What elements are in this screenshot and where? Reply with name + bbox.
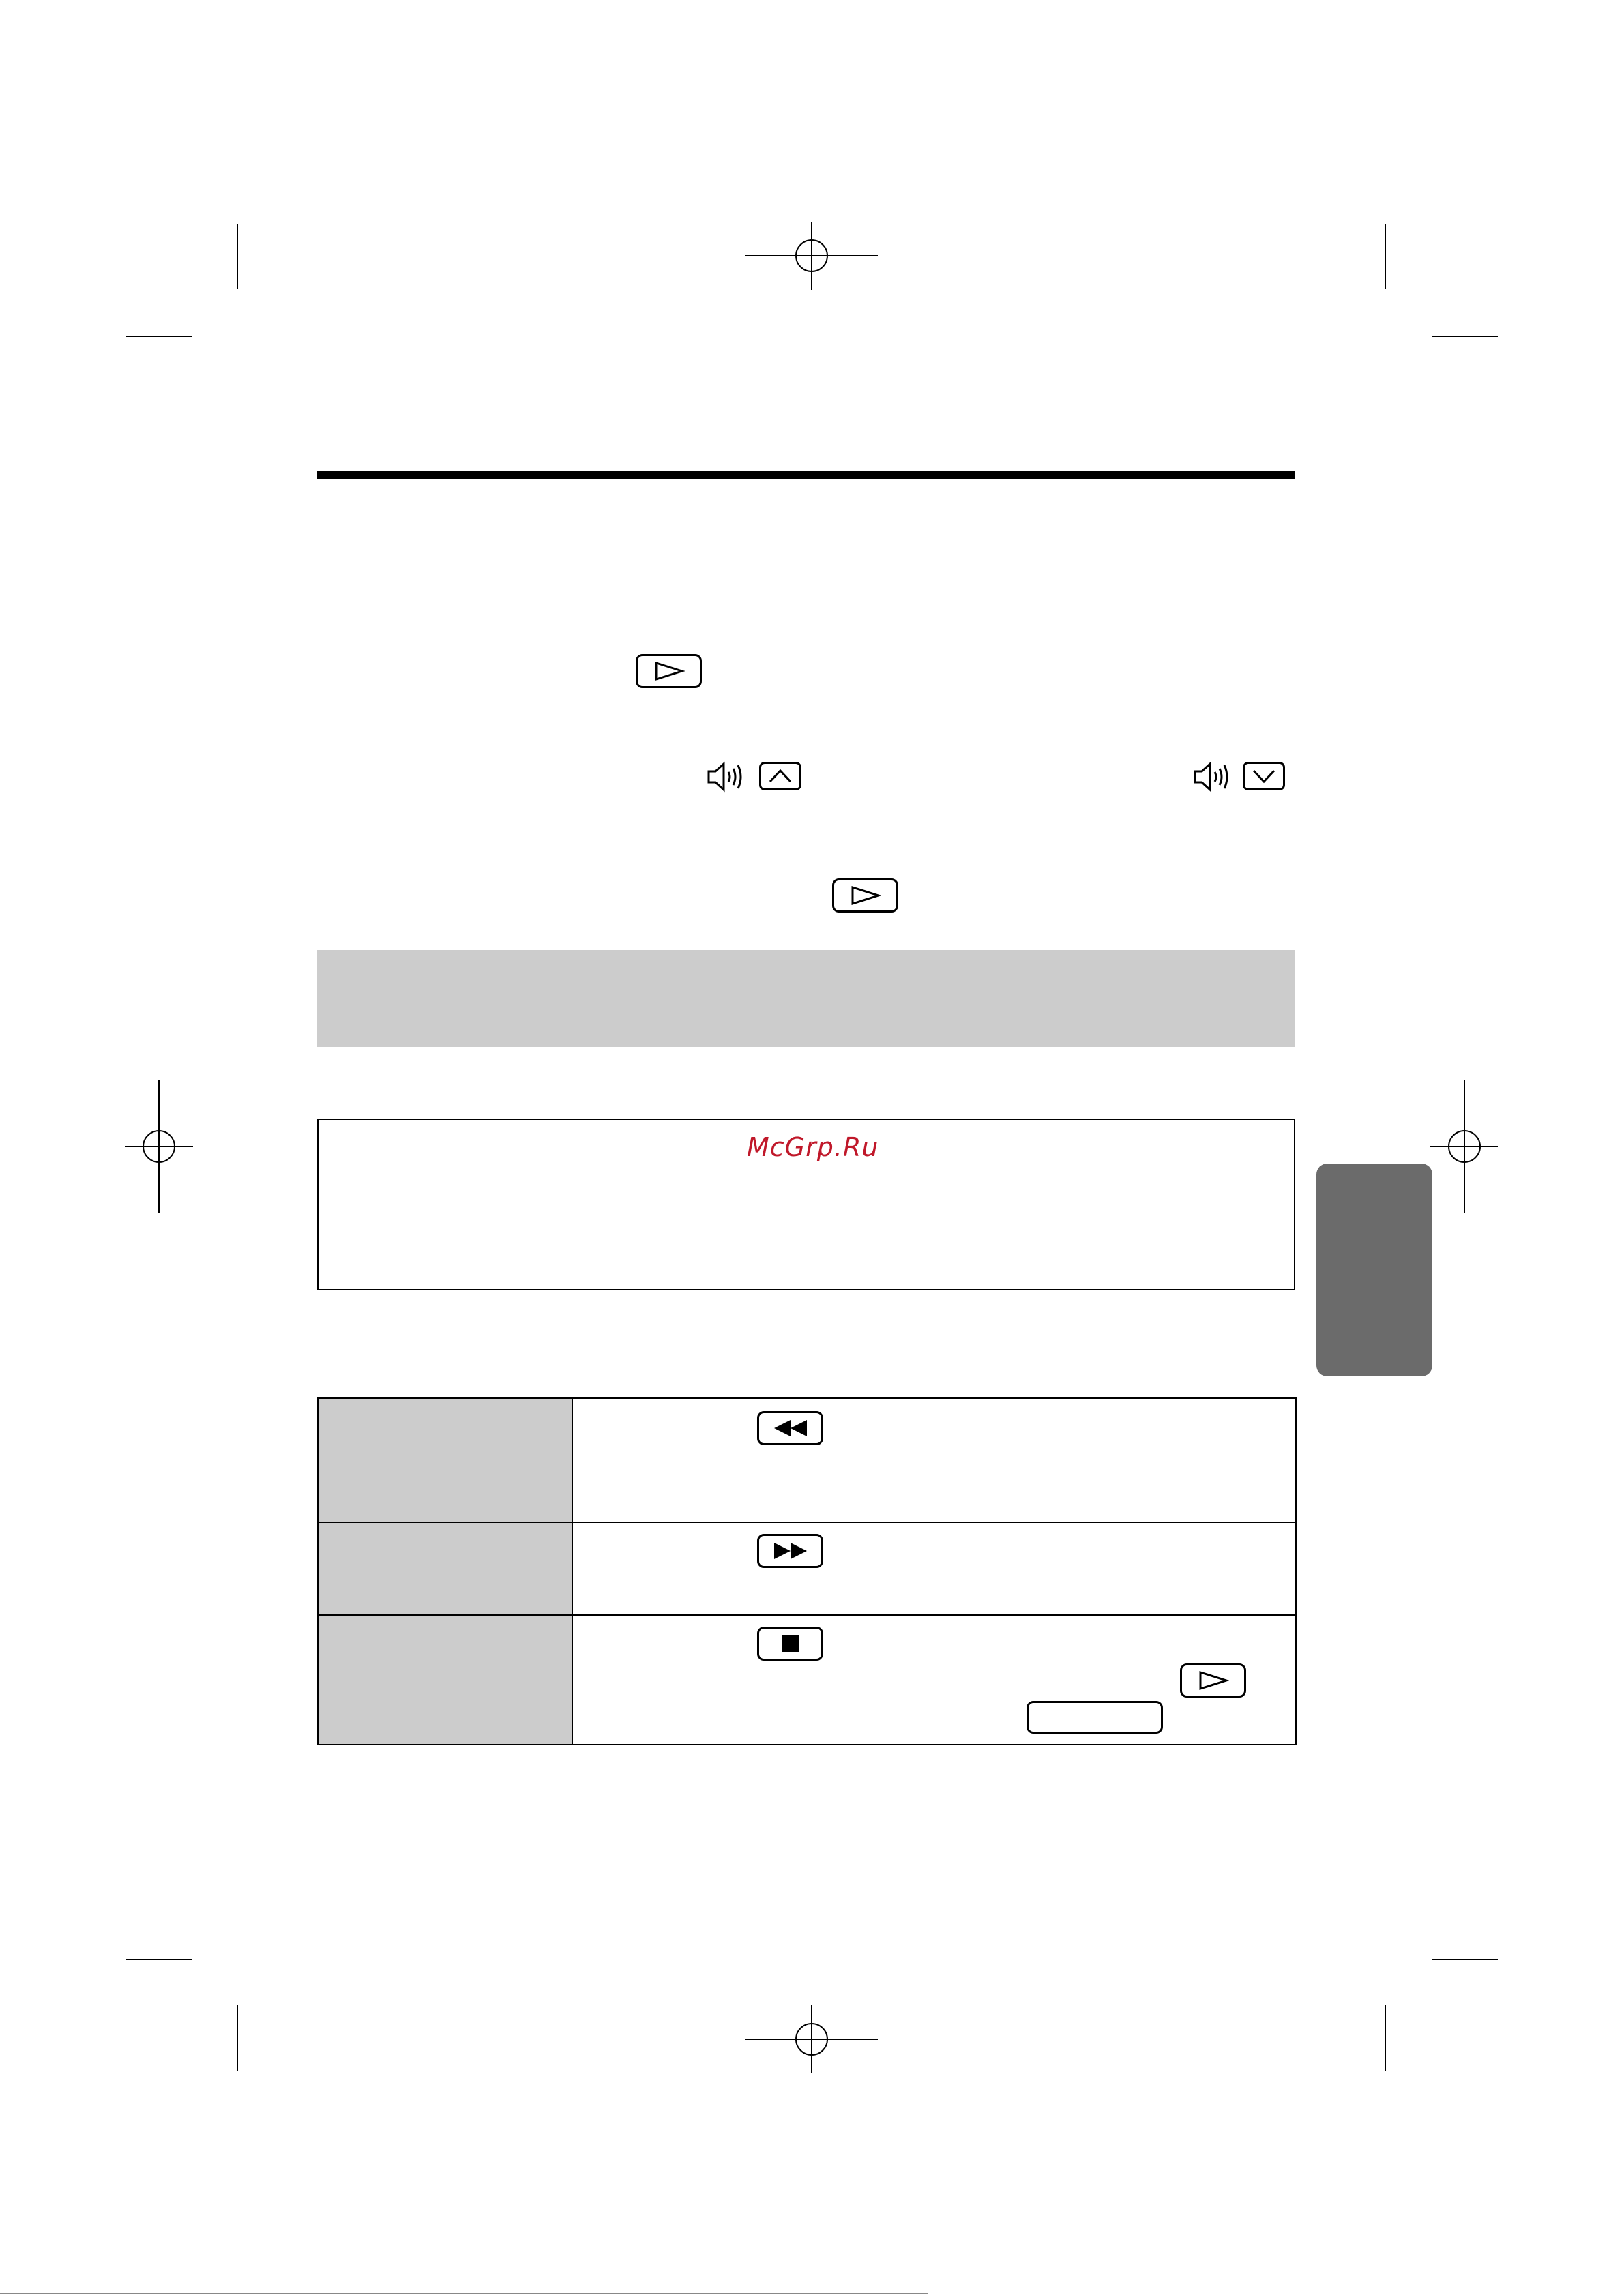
crop-mark-top-right [1385, 224, 1386, 289]
rewind-key-icon [757, 1411, 823, 1445]
stop-key-icon [757, 1627, 823, 1661]
crop-mark-bottom-left-h [126, 1959, 192, 1960]
crop-mark-top-left-h [126, 336, 192, 337]
table-row-body [572, 1615, 1296, 1745]
blank-key-icon [1027, 1701, 1163, 1734]
fast-forward-key-icon [757, 1534, 823, 1568]
table-row-label [318, 1615, 572, 1745]
table-row-label [318, 1398, 572, 1522]
volume-down-key-icon [1243, 762, 1285, 790]
table-row-body [572, 1522, 1296, 1615]
table-row [318, 1398, 1296, 1522]
watermark: McGrp.Ru [747, 1132, 879, 1162]
speaker-icon [706, 760, 748, 794]
play-key-icon [832, 878, 898, 913]
bottom-edge-line [0, 2293, 928, 2294]
note-band [317, 950, 1295, 1047]
registration-mark-top [745, 222, 878, 290]
section-heading-rule [317, 471, 1295, 479]
table-row [318, 1615, 1296, 1745]
play-key-icon [636, 654, 702, 688]
registration-mark-bottom [745, 2005, 878, 2073]
operations-table [317, 1397, 1297, 1745]
table-row-body [572, 1398, 1296, 1522]
crop-mark-bottom-right-h [1432, 1959, 1498, 1960]
table-row [318, 1522, 1296, 1615]
play-key-icon [1180, 1663, 1246, 1698]
crop-mark-top-right-h [1432, 336, 1498, 337]
volume-up-key-icon [759, 762, 801, 790]
speaker-icon [1192, 760, 1235, 794]
crop-mark-bottom-left [237, 2005, 238, 2071]
registration-mark-right [1430, 1080, 1498, 1213]
crop-mark-bottom-right [1385, 2005, 1386, 2071]
registration-mark-left [125, 1080, 193, 1213]
crop-mark-top-left [237, 224, 238, 289]
table-row-label [318, 1522, 572, 1615]
section-side-tab [1316, 1164, 1432, 1376]
